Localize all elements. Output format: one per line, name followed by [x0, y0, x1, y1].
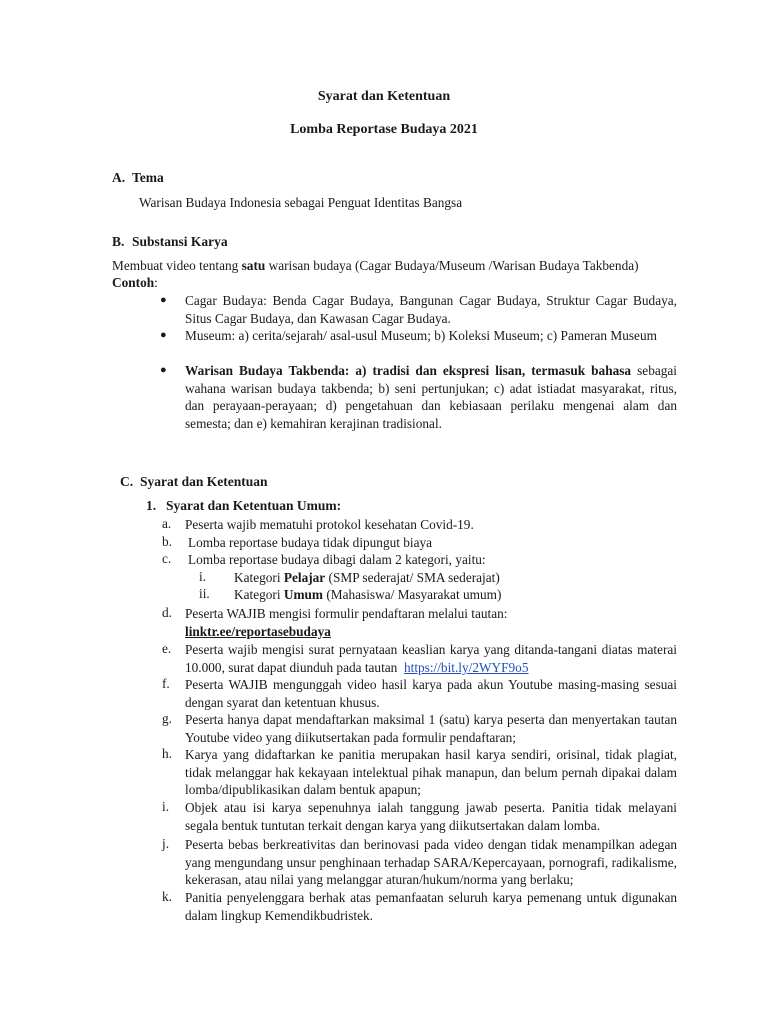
item-i-text: Objek atau isi karya sepenuhnya ialah tanggung jawab peserta. Panitia tidak melayani segala bentuk tuntutan terkait dengan karya yang diikutsertakan dalam lomba. — [185, 800, 677, 833]
section-b-title: Substansi Karya — [132, 234, 228, 249]
kategori-pre: Kategori — [234, 570, 284, 585]
section-a-heading — [112, 170, 164, 186]
item-c-i-marker: i. — [199, 569, 207, 584]
item-e-text — [185, 641, 677, 676]
section-a-content: Warisan Budaya Indonesia sebagai Penguat Identitas Bangsa — [139, 195, 463, 210]
kategori-pelajar: Pelajar — [283, 570, 326, 585]
bullet-item-cagar-budaya: Cagar Budaya: Benda Cagar Budaya, Bangunan Cagar Budaya, Struktur Cagar Budaya, Situs Cagar Budaya, dan Kawasan Cagar Budaya. — [185, 293, 677, 326]
item-d-text — [185, 605, 677, 640]
section-b-intro — [112, 257, 639, 274]
kategori-umum-desc: (Mahasiswa/ Masyarakat umum) — [323, 587, 502, 602]
section-b-marker: B. — [112, 234, 125, 249]
statement-download-link[interactable]: https://bit.ly/2WYF9o5 — [403, 659, 529, 675]
item-j-marker: j. — [162, 836, 170, 851]
contoh-colon: : — [154, 275, 158, 290]
item-b-text: Lomba reportase budaya tidak dipungut biaya — [188, 535, 433, 550]
contoh-label-line — [112, 274, 158, 291]
item-a-text: Peserta wajib mematuhi protokol kesehatan Covid-19. — [185, 517, 474, 532]
contoh-label: Contoh — [112, 275, 155, 290]
bullet-3-rest: sebagai wahana warisan budaya takbenda; b) seni pertunjukan; c) adat istiadat masyarakat, ritus, dan perayaan-perayaan; d) pengetahuan dan kebiasaan perilaku mengenai alam dan semesta; dan e) kemahiran kerajinan tradisional. — [185, 363, 677, 431]
section-a-title: Tema — [132, 170, 164, 185]
item-c-text: Lomba reportase budaya dibagi dalam 2 kategori, yaitu: — [188, 552, 486, 567]
item-e-body: Peserta wajib mengisi surat pernyataan keaslian karya yang ditanda-tangani diatas materai 10.000, surat dapat diunduh pada tautan — [185, 642, 677, 675]
bullet-3-bold: Warisan Budaya Takbenda: a) tradisi dan ekspresi lisan, termasuk bahasa — [185, 363, 632, 378]
item-c-i-text — [234, 569, 500, 586]
bullet-item-museum: Museum: a) cerita/sejarah/ asal-usul Museum; b) Koleksi Museum; c) Pameran Museum — [185, 328, 657, 343]
item-b-marker: b. — [162, 534, 172, 549]
item-k-marker: k. — [162, 889, 172, 904]
registration-link[interactable]: linktr.ee/reportasebudaya — [185, 623, 331, 639]
subsection-1-marker: 1. — [146, 498, 157, 513]
item-h-text: Karya yang didaftarkan ke panitia merupakan hasil karya sendiri, orisinal, tidak plagiat, tidak melanggar hak kekayaan intelektual pihak manapun, dan belum pernah dipakai dalam lomba/dipublikasikan dalam bentuk apapun; — [185, 747, 677, 798]
page-title: Syarat dan Ketentuan — [317, 89, 451, 104]
item-j-text: Peserta bebas berkreativitas dan berinovasi pada video dengan tidak menampilkan adegan yang mengundang unsur penghinaan terhadap SARA/Kepercayaan, pornografi, radikalisme, kekerasan, atau nilai yang melanggar aturan/hukum/norma yang berlaku; — [185, 837, 677, 888]
section-c-marker: C. — [120, 474, 134, 489]
kategori-pre: Kategori — [234, 587, 284, 602]
section-a-marker: A. — [112, 170, 126, 185]
page-subtitle: Lomba Reportase Budaya 2021 — [290, 122, 478, 137]
bullet-icon: ● — [160, 364, 167, 376]
item-d-body: Peserta WAJIB mengisi formulir pendaftaran melalui tautan: — [185, 606, 508, 621]
item-h-marker: h. — [162, 746, 172, 761]
item-f-text: Peserta WAJIB mengunggah video hasil karya pada akun Youtube masing-masing sesuai dengan syarat dan ketentuan khusus. — [185, 677, 677, 710]
item-g-marker: g. — [162, 711, 172, 726]
section-c-heading — [120, 474, 268, 490]
bullet-icon: ● — [160, 329, 167, 341]
item-i-marker: i. — [162, 799, 170, 814]
item-k-text: Panitia penyelenggara berhak atas pemanfaatan seluruh karya pemenang untuk digunakan dalam lingkup Kemendikbudristek. — [185, 890, 677, 923]
kategori-umum: Umum — [283, 587, 324, 602]
item-c-marker: c. — [162, 551, 172, 566]
item-g-text: Peserta hanya dapat mendaftarkan maksimal 1 (satu) karya peserta dan menyertakan tautan Youtube video yang diikutsertakan pada formulir pendaftaran; — [185, 712, 677, 745]
bullet-item-warisan-takbenda — [185, 362, 677, 432]
item-f-marker: f. — [162, 676, 170, 691]
kategori-pelajar-desc: (SMP sederajat/ SMA sederajat) — [325, 570, 500, 585]
intro-text-post: warisan budaya (Cagar Budaya/Museum /Warisan Budaya Takbenda) — [265, 258, 639, 273]
intro-text-pre: Membuat video tentang — [112, 258, 242, 273]
subsection-1-heading — [146, 498, 341, 514]
item-d-marker: d. — [162, 605, 172, 620]
bullet-icon: ● — [160, 294, 167, 306]
section-c-title: Syarat dan Ketentuan — [140, 474, 268, 489]
item-e-marker: e. — [162, 641, 172, 656]
item-a-marker: a. — [162, 516, 172, 531]
subsection-1-title: Syarat dan Ketentuan Umum: — [166, 498, 342, 513]
section-b-heading — [112, 234, 228, 250]
item-c-ii-text — [234, 586, 501, 603]
intro-text-bold: satu — [241, 258, 266, 273]
item-c-ii-marker: ii. — [199, 586, 210, 601]
